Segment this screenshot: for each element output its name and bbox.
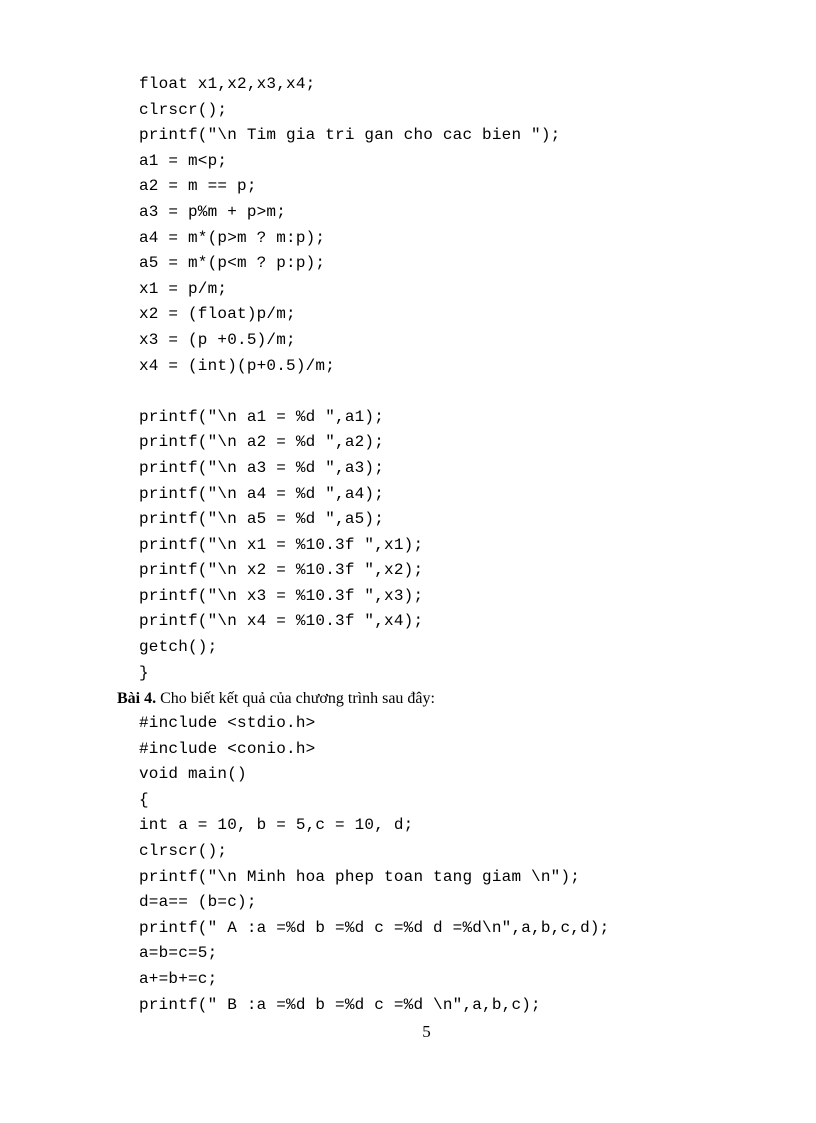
code-line: #include <conio.h> — [139, 739, 316, 758]
code-line: clrscr(); — [139, 100, 228, 119]
code-line: } — [139, 663, 149, 682]
code-line: a=b=c=5; — [139, 944, 218, 963]
code-line: printf("\n x2 = %10.3f ",x2); — [139, 561, 424, 580]
code-line: x4 = (int)(p+0.5)/m; — [139, 356, 336, 375]
code-line: printf("\n a1 = %d ",a1); — [139, 407, 385, 426]
page-number: 5 — [422, 1022, 431, 1041]
code-line: int a = 10, b = 5,c = 10, d; — [139, 816, 414, 835]
code-line: a2 = m == p; — [139, 177, 257, 196]
blank-line — [139, 379, 560, 405]
code-line: printf("\n Minh hoa phep toan tang giam \n"); — [139, 867, 581, 886]
code-line: printf(" B :a =%d b =%d c =%d \n",a,b,c); — [139, 995, 541, 1014]
code-line: void main() — [139, 765, 247, 784]
code-block-variable-assignments — [139, 72, 560, 686]
code-line: float x1,x2,x3,x4; — [139, 75, 316, 93]
code-line: #include <stdio.h> — [139, 714, 316, 732]
code-line: { — [139, 790, 149, 809]
code-block-exercise-4 — [139, 711, 609, 1018]
code-line: a3 = p%m + p>m; — [139, 202, 287, 221]
code-line: printf("\n a2 = %d ",a2); — [139, 433, 385, 452]
code-line: printf("\n a4 = %d ",a4); — [139, 484, 385, 503]
code-line: a5 = m*(p<m ? p:p); — [139, 254, 326, 273]
code-line: x2 = (float)p/m; — [139, 305, 296, 324]
code-line: a4 = m*(p>m ? m:p); — [139, 228, 326, 247]
code-line: printf("\n a3 = %d ",a3); — [139, 458, 385, 477]
code-line: printf("\n Tim gia tri gan cho cac bien "); — [139, 126, 561, 145]
code-line: printf("\n a5 = %d ",a5); — [139, 510, 385, 529]
exercise-label: Bài 4. — [117, 690, 157, 707]
code-line: printf("\n x1 = %10.3f ",x1); — [139, 535, 424, 554]
code-line: x1 = p/m; — [139, 279, 228, 298]
exercise-heading — [117, 688, 435, 710]
code-line: getch(); — [139, 638, 218, 657]
code-line: d=a== (b=c); — [139, 893, 257, 912]
code-line: printf("\n x4 = %10.3f ",x4); — [139, 612, 424, 631]
code-line: printf(" A :a =%d b =%d c =%d d =%d\n",a,b,c,d); — [139, 918, 610, 937]
code-line: printf("\n x3 = %10.3f ",x3); — [139, 586, 424, 605]
code-line: x3 = (p +0.5)/m; — [139, 330, 296, 349]
code-line: a1 = m<p; — [139, 151, 228, 170]
code-line: a+=b+=c; — [139, 969, 218, 988]
exercise-text: Cho biết kết quả của chương trình sau đây: — [156, 690, 435, 707]
code-line: clrscr(); — [139, 841, 228, 860]
